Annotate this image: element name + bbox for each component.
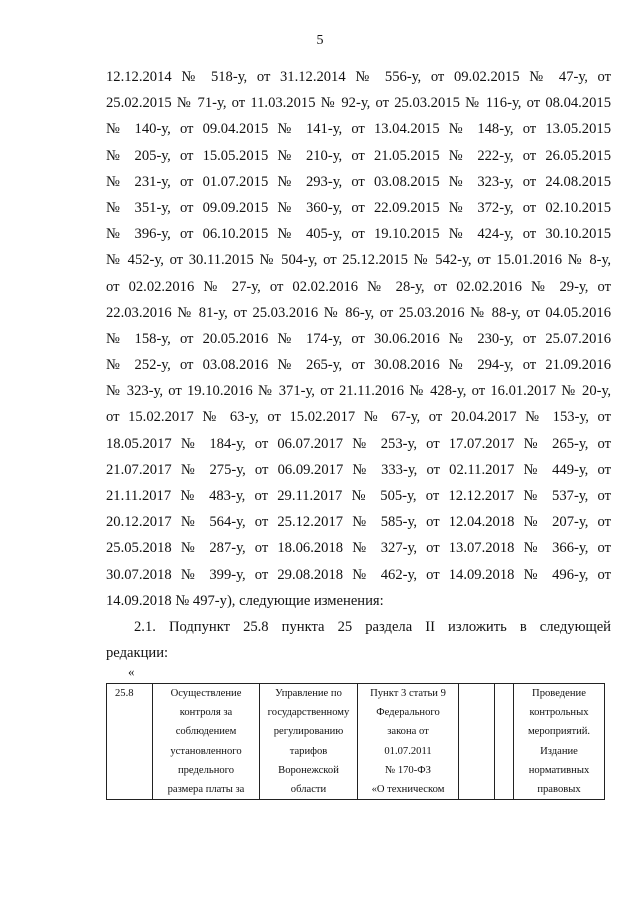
cell-line: контроля за <box>179 707 233 719</box>
paragraph-line: № 231-у, от 01.07.2015 № 293-у, от 03.08.2015 № 323-у, от 24.08.2015 <box>106 173 611 190</box>
cell-line: соблюдением <box>175 726 237 738</box>
cell-line: закона от <box>387 726 429 738</box>
paragraph-line: 25.02.2015 № 71-у, от 11.03.2015 № 92-у, от 25.03.2015 № 116-у, от 08.04.2015 <box>106 95 611 112</box>
paragraph-line: от 02.02.2016 № 27-у, от 02.02.2016 № 28-у, от 02.02.2016 № 29-у, от <box>106 278 611 295</box>
legal-basis-cell <box>358 684 459 800</box>
cell-line: тарифов <box>289 745 328 757</box>
paragraph-line: 20.12.2017 № 564-у, от 25.12.2017 № 585-у, от 12.04.2018 № 207-у, от <box>106 514 611 531</box>
cell-line: Федерального <box>376 707 440 719</box>
cell-line: контрольных <box>529 707 589 719</box>
cell-line: области <box>290 784 327 796</box>
paragraph-line: № 140-у, от 09.04.2015 № 141-у, от 13.04.2015 № 148-у, от 13.05.2015 <box>106 121 611 138</box>
paragraph-line: 18.05.2017 № 184-у, от 06.07.2017 № 253-у, от 17.07.2017 № 265-у, от <box>106 435 611 452</box>
body-text <box>106 64 611 666</box>
paragraph-line: от 15.02.2017 № 63-у, от 15.02.2017 № 67-у, от 20.04.2017 № 153-у, от <box>106 409 611 426</box>
cell-line: Проведение <box>532 688 586 699</box>
cell-line: «О техническом <box>371 784 445 796</box>
amendment-table <box>106 683 605 800</box>
paragraph-line: 21.11.2017 № 483-у, от 29.11.2017 № 505-у, от 12.12.2017 № 537-у, от <box>106 488 611 504</box>
cell-line: Издание <box>540 745 578 757</box>
amendment-paragraph <box>106 64 611 588</box>
cell-line: Воронежской <box>278 764 339 776</box>
opening-quote: « <box>128 664 135 679</box>
paragraph-line: 21.07.2017 № 275-у, от 06.09.2017 № 333-у, от 02.11.2017 № 449-у, от <box>106 461 611 478</box>
cell-line: Осуществление <box>170 688 242 699</box>
subclause-line-2: редакции: <box>106 645 169 662</box>
cell-line: правовых <box>537 784 581 796</box>
cell-line: размера платы за <box>167 784 245 796</box>
paragraph-line: № 323-у, от 19.10.2016 № 371-у, от 21.11.2016 № 428-у, от 16.01.2017 № 20-у, <box>106 383 611 400</box>
paragraph-line: 22.03.2016 № 81-у, от 25.03.2016 № 86-у, от 25.03.2016 № 88-у, от 04.05.2016 <box>106 304 611 321</box>
cell-line: 01.07.2011 <box>384 745 432 757</box>
paragraph-line: 25.05.2018 № 287-у, от 18.06.2018 № 327-у, от 13.07.2018 № 366-у, от <box>106 540 611 557</box>
paragraph-line: № 351-у, от 09.09.2015 № 360-у, от 22.09.2015 № 372-у, от 02.10.2015 <box>106 199 611 216</box>
measures-cell <box>514 684 605 800</box>
cell-line: мероприятий. <box>527 726 591 738</box>
cell-line: предельного <box>177 764 235 776</box>
paragraph-line: № 252-у, от 03.08.2016 № 265-у, от 30.08.2016 № 294-у, от 21.09.2016 <box>106 357 611 374</box>
cell-line: нормативных <box>528 764 590 776</box>
authority-cell <box>260 684 358 800</box>
row-number-cell: 25.8 <box>107 684 153 800</box>
paragraph-line: № 396-у, от 06.10.2015 № 405-у, от 19.10.2015 № 424-у, от 30.10.2015 <box>106 226 611 243</box>
paragraph-line: № 158-у, от 20.05.2016 № 174-у, от 30.06.2016 № 230-у, от 25.07.2016 <box>106 330 611 347</box>
cell-line: регулированию <box>273 726 344 738</box>
empty-cell-5 <box>459 684 495 800</box>
cell-line: государственному <box>267 707 350 719</box>
paragraph-line: 12.12.2014 № 518-у, от 31.12.2014 № 556-у, от 09.02.2015 № 47-у, от <box>106 69 611 85</box>
activity-cell <box>153 684 260 800</box>
paragraph-last-line: 14.09.2018 № 497-у), следующие изменения: <box>106 592 384 609</box>
paragraph-line: № 452-у, от 30.11.2015 № 504-у, от 25.12.2015 № 542-у, от 15.01.2016 № 8-у, <box>106 252 611 269</box>
cell-line: Пункт 3 статьи 9 <box>370 688 446 699</box>
table-row <box>107 684 605 800</box>
paragraph-line: 30.07.2018 № 399-у, от 29.08.2018 № 462-у, от 14.09.2018 № 496-у, от <box>106 566 611 583</box>
empty-cell-6 <box>495 684 514 800</box>
paragraph-line: № 205-у, от 15.05.2015 № 210-у, от 21.05.2015 № 222-у, от 26.05.2015 <box>106 147 611 164</box>
subclause-line-1: 2.1. Подпункт 25.8 пункта 25 раздела II изложить в следующей <box>134 618 611 635</box>
page-number: 5 <box>316 33 324 48</box>
cell-line: установленного <box>170 745 242 757</box>
cell-line: № 170-ФЗ <box>385 764 431 776</box>
cell-line: Управление по <box>275 688 342 699</box>
